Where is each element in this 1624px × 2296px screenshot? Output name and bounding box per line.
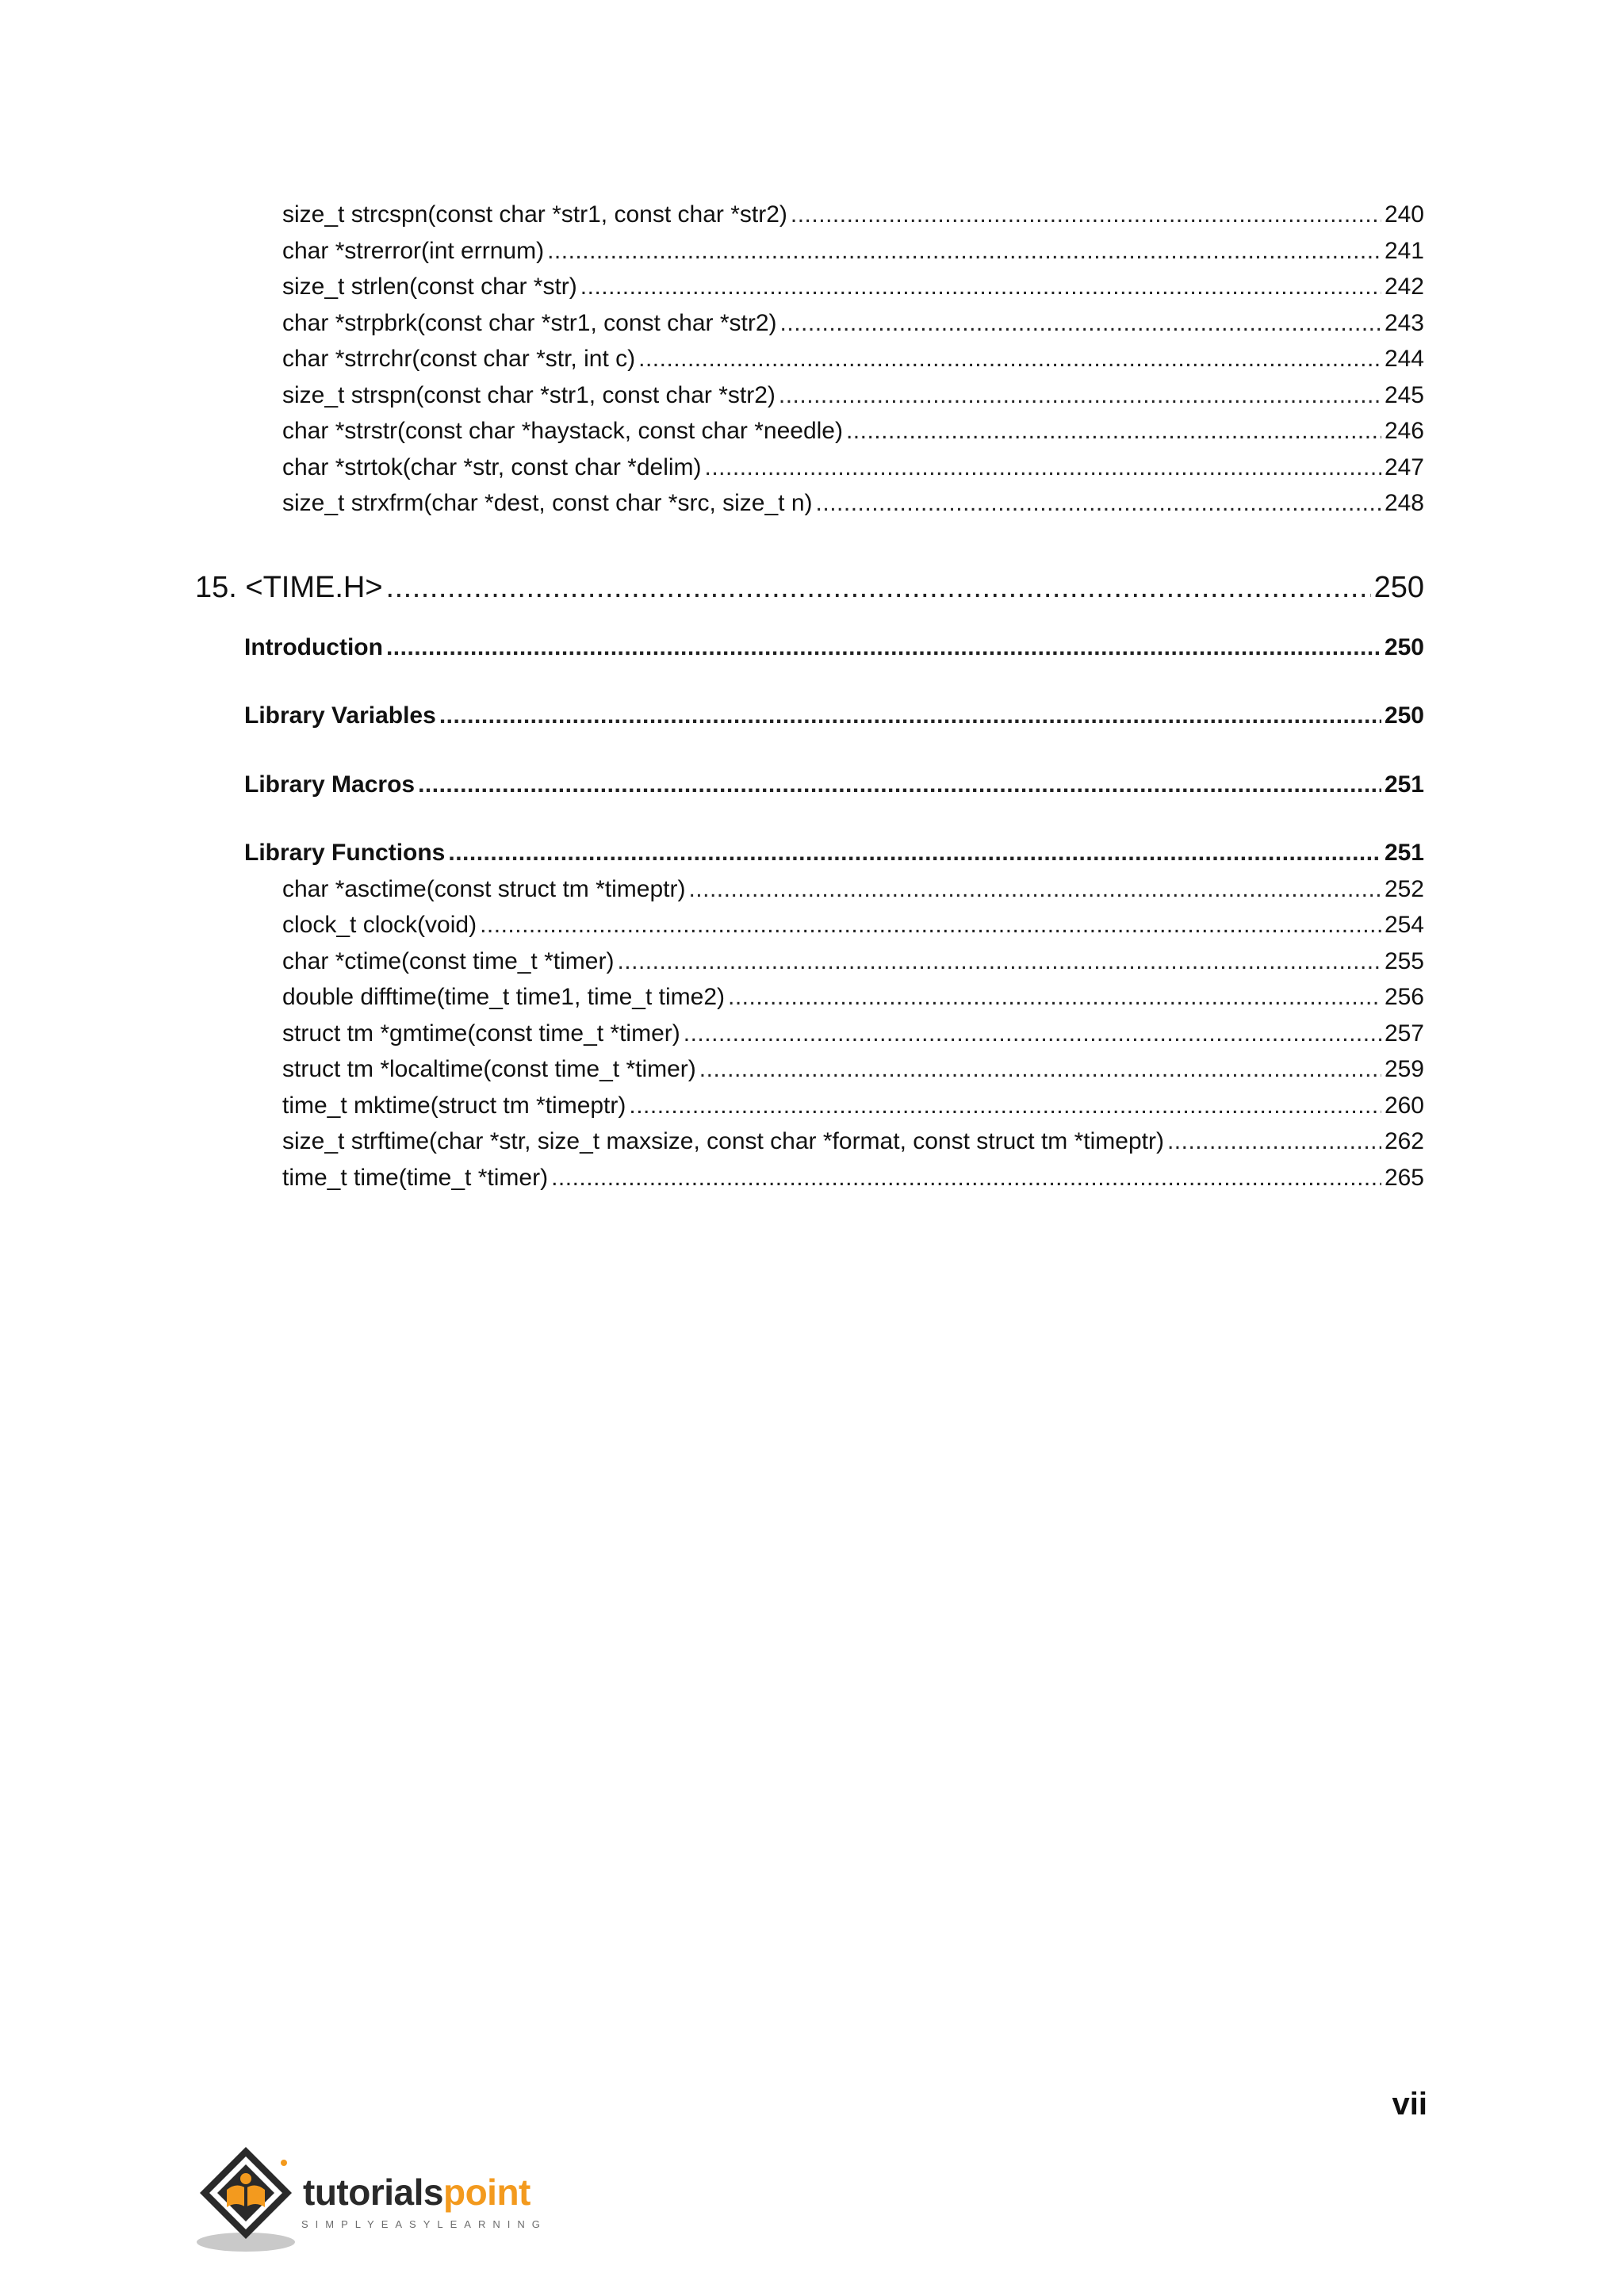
toc-entry-title: char *strpbrk(const char *str1, const char *str2) xyxy=(282,309,777,336)
dot-leader xyxy=(617,943,1381,980)
toc-section[interactable] xyxy=(195,698,1424,734)
chapter-title: 15. <TIME.H> xyxy=(195,570,383,604)
toc-entry[interactable] xyxy=(195,305,1424,342)
tutorialspoint-logo xyxy=(190,2141,571,2260)
dot-leader xyxy=(780,305,1381,342)
toc-entry-page: 240 xyxy=(1384,201,1424,228)
toc-entry-page: 256 xyxy=(1384,984,1424,1010)
toc-entry-title: clock_t clock(void) xyxy=(282,912,477,938)
toc-entry-page: 260 xyxy=(1384,1092,1424,1119)
toc-entry-page: 242 xyxy=(1384,274,1424,300)
toc-entry[interactable] xyxy=(195,413,1424,450)
toc-entry-page: 259 xyxy=(1384,1056,1424,1082)
dot-leader xyxy=(728,979,1381,1016)
toc-entry-page: 247 xyxy=(1384,453,1424,480)
dot-leader xyxy=(846,413,1381,450)
toc-entry[interactable] xyxy=(195,1088,1424,1124)
toc-entry[interactable] xyxy=(195,377,1424,414)
toc-entry-page: 246 xyxy=(1384,418,1424,444)
logo-wordmark: tutorialspoint xyxy=(303,2172,530,2213)
toc-entry[interactable] xyxy=(195,1051,1424,1088)
dot-leader xyxy=(699,1051,1381,1088)
section-title: Library Macros xyxy=(244,771,416,798)
toc-entry-page: 241 xyxy=(1384,237,1424,264)
toc-entry[interactable] xyxy=(195,943,1424,980)
toc-entry-page: 254 xyxy=(1384,912,1424,938)
dot-leader xyxy=(816,485,1381,522)
dot-leader xyxy=(439,698,1381,734)
dot-leader xyxy=(684,1016,1381,1052)
dot-leader xyxy=(791,197,1381,233)
section-title: Library Variables xyxy=(244,702,436,729)
toc-entry[interactable] xyxy=(195,197,1424,233)
dot-leader xyxy=(386,569,1371,606)
logo-emblem-icon xyxy=(190,2141,301,2260)
toc-entry-page: 243 xyxy=(1384,309,1424,336)
toc-entry-title: double difftime(time_t time1, time_t time2) xyxy=(282,984,726,1010)
toc-entry-title: struct tm *localtime(const time_t *timer) xyxy=(282,1056,696,1082)
toc-entry-title: struct tm *gmtime(const time_t *timer) xyxy=(282,1020,680,1047)
toc-entry-page: 265 xyxy=(1384,1164,1424,1191)
dot-leader xyxy=(1167,1123,1381,1160)
dot-leader xyxy=(705,450,1381,486)
toc-entry-title: char *strtok(char *str, const char *delim) xyxy=(282,453,702,480)
toc-entry-title: size_t strxfrm(char *dest, const char *src, size_t n) xyxy=(282,490,813,516)
section-page: 250 xyxy=(1384,702,1424,729)
toc-section[interactable] xyxy=(195,767,1424,803)
toc-section[interactable] xyxy=(195,629,1424,666)
toc-chapter-heading[interactable] xyxy=(195,569,1424,606)
dot-leader xyxy=(629,1088,1381,1124)
table-of-contents xyxy=(195,197,1424,1196)
toc-entry[interactable] xyxy=(195,907,1424,943)
toc-entry-title: char *strstr(const char *haystack, const char *needle) xyxy=(282,418,843,444)
toc-entry-title: size_t strlen(const char *str) xyxy=(282,274,577,300)
toc-entry[interactable] xyxy=(195,1016,1424,1052)
toc-entry-title: size_t strftime(char *str, size_t maxsize, const char *format, const struct tm *timeptr) xyxy=(282,1128,1164,1154)
toc-entry[interactable] xyxy=(195,269,1424,305)
dot-leader xyxy=(480,907,1381,943)
toc-section[interactable] xyxy=(195,835,1424,871)
toc-entry[interactable] xyxy=(195,979,1424,1016)
toc-entry-page: 262 xyxy=(1384,1128,1424,1154)
toc-entry-title: size_t strspn(const char *str1, const char *str2) xyxy=(282,381,776,408)
section-page: 251 xyxy=(1384,840,1424,866)
toc-entry[interactable] xyxy=(195,1123,1424,1160)
dot-leader xyxy=(779,377,1381,414)
toc-entry-title: char *strerror(int errnum) xyxy=(282,237,545,264)
dot-leader xyxy=(386,629,1381,666)
dot-leader xyxy=(638,341,1381,377)
section-page: 250 xyxy=(1384,633,1424,660)
toc-entry-page: 244 xyxy=(1384,346,1424,372)
page-number: vii xyxy=(1392,2087,1427,2122)
toc-entry[interactable] xyxy=(195,871,1424,908)
dot-leader xyxy=(448,835,1381,871)
dot-leader xyxy=(418,767,1381,803)
section-page: 251 xyxy=(1384,771,1424,798)
toc-entry[interactable] xyxy=(195,450,1424,486)
dot-leader xyxy=(551,1160,1381,1196)
toc-entry-title: char *strrchr(const char *str, int c) xyxy=(282,346,636,372)
toc-entry[interactable] xyxy=(195,341,1424,377)
toc-entry-title: time_t mktime(struct tm *timeptr) xyxy=(282,1092,626,1119)
dot-leader xyxy=(580,269,1381,305)
toc-entry-page: 252 xyxy=(1384,875,1424,902)
dot-leader xyxy=(688,871,1381,908)
logo-tagline: SIMPLYEASYLEARNING xyxy=(301,2218,547,2230)
toc-entry-page: 255 xyxy=(1384,947,1424,974)
toc-entry-title: size_t strcspn(const char *str1, const char *str2) xyxy=(282,201,787,228)
toc-entry-title: char *asctime(const struct tm *timeptr) xyxy=(282,875,686,902)
toc-entry-page: 248 xyxy=(1384,490,1424,516)
section-title: Library Functions xyxy=(244,840,446,866)
toc-entry-page: 245 xyxy=(1384,381,1424,408)
toc-entry-page: 257 xyxy=(1384,1020,1424,1047)
toc-entry[interactable] xyxy=(195,485,1424,522)
dot-leader xyxy=(547,233,1381,270)
section-title: Introduction xyxy=(244,633,383,660)
toc-entry-title: time_t time(time_t *timer) xyxy=(282,1164,549,1191)
toc-entry[interactable] xyxy=(195,1160,1424,1196)
toc-entry-title: char *ctime(const time_t *timer) xyxy=(282,947,615,974)
chapter-page: 250 xyxy=(1373,570,1424,604)
toc-entry[interactable] xyxy=(195,233,1424,270)
